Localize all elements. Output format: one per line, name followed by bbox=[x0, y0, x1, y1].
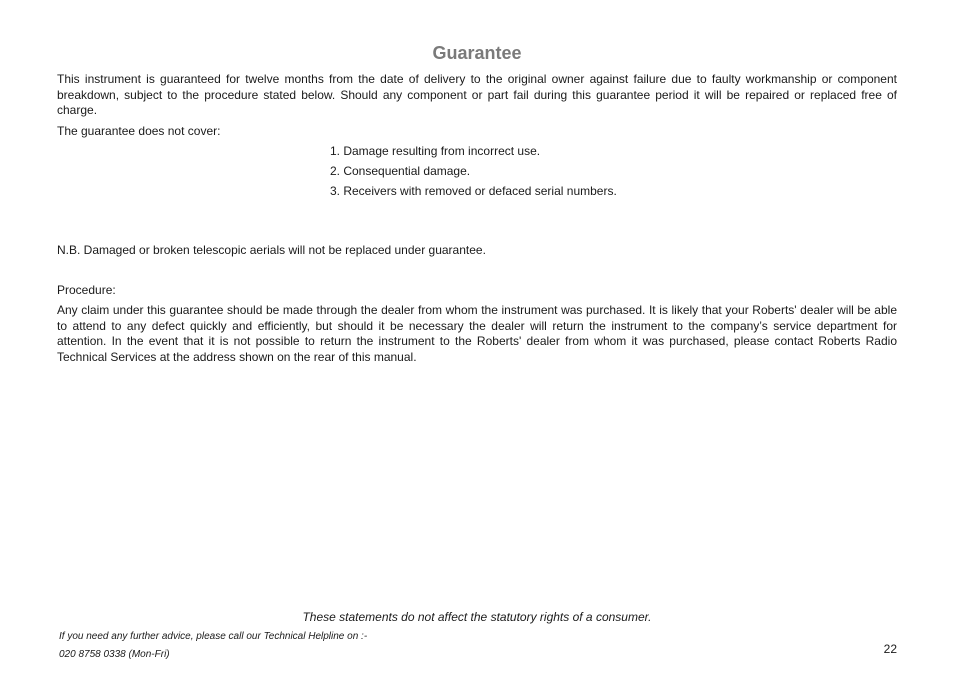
page-number: 22 bbox=[883, 642, 897, 656]
helpline-number: 020 8758 0338 (Mon-Fri) bbox=[59, 649, 170, 660]
guarantee-intro: This instrument is guaranteed for twelve months from the date of delivery to the original owner against failure due to faulty workmanship or component breakdown, subject to the procedure stated below. Should any component or part fail during this guarantee period it will be repaired or replaced free of charge. bbox=[57, 72, 897, 117]
exclusion-item: 2. Consequential damage. bbox=[330, 164, 471, 178]
nb-note: N.B. Damaged or broken telescopic aerials will not be replaced under guarantee. bbox=[57, 243, 486, 257]
not-covered-label: The guarantee does not cover: bbox=[57, 124, 221, 138]
exclusions-list bbox=[330, 143, 617, 203]
page-title: Guarantee bbox=[432, 43, 522, 63]
statutory-note: These statements do not affect the statutory rights of a consumer. bbox=[302, 610, 652, 624]
procedure-body: Any claim under this guarantee should be made through the dealer from whom the instrument was purchased. It is likely that your Roberts' dealer will be able to attend to any defect quickly and efficiently, but should it be necessary the dealer will return the instrument to the company’s service department for attention. In the event that it is not possible to return the instrument to the Roberts' dealer from whom it was purchased, please contact Roberts Radio Technical Services at the address shown on the rear of this manual. bbox=[57, 303, 897, 364]
helpline-text: If you need any further advice, please call our Technical Helpline on :- bbox=[59, 631, 368, 642]
exclusion-item: 1. Damage resulting from incorrect use. bbox=[330, 144, 541, 158]
exclusion-item: 3. Receivers with removed or defaced serial numbers. bbox=[330, 184, 617, 198]
procedure-heading: Procedure: bbox=[57, 283, 116, 297]
